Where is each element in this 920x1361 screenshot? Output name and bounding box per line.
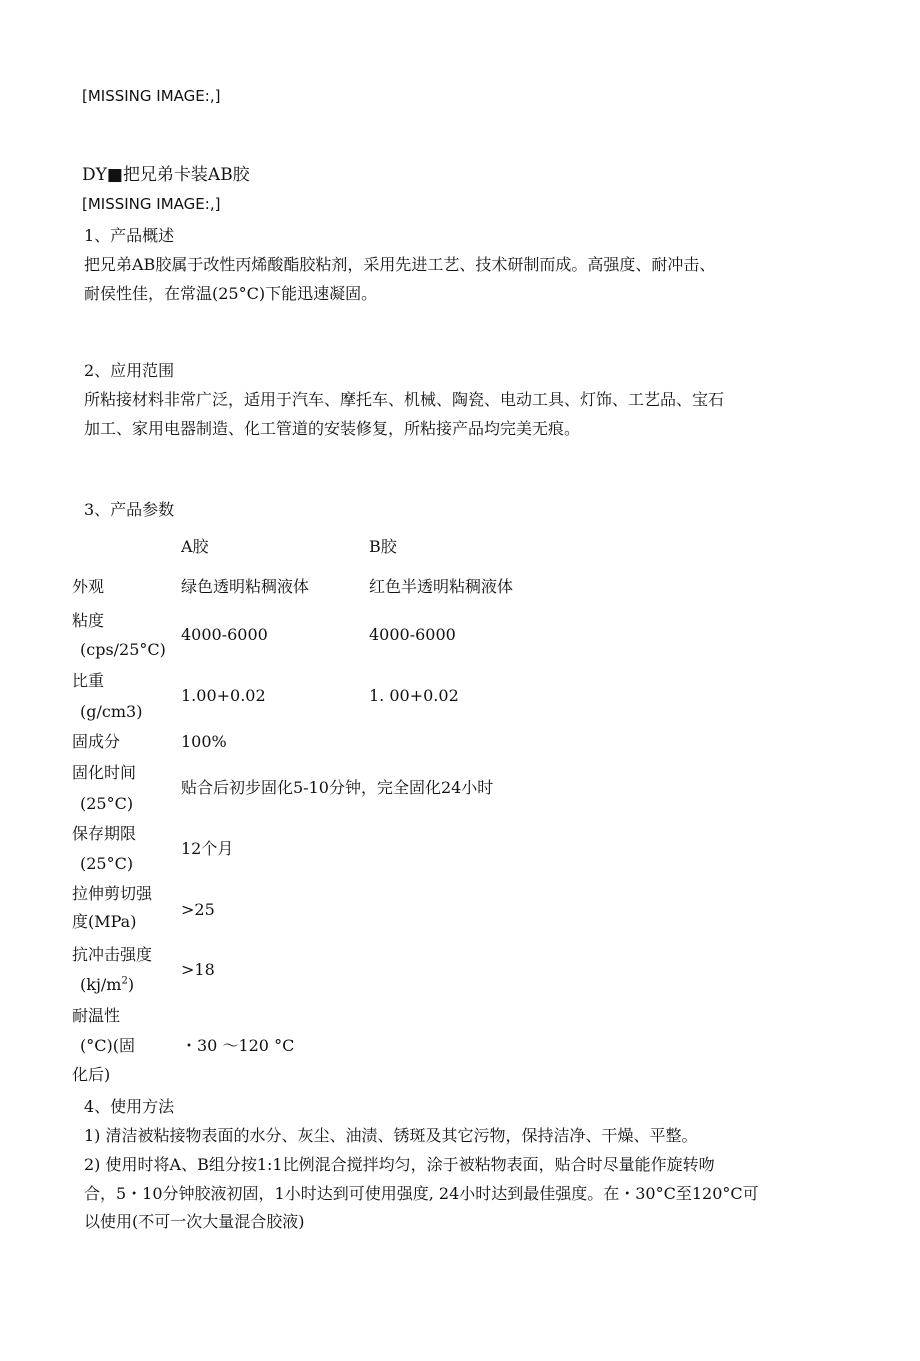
row-label-unit: 度(MPa) xyxy=(72,912,137,931)
row-label: 保存期限 xyxy=(72,824,137,843)
usage-step-continuation: 合，5・10分钟胶液初固，1小时达到可使用强度, 24小时达到最佳强度。在・30°C至120°C可 xyxy=(84,1184,759,1203)
row-label: 抗冲击强度 xyxy=(72,945,153,964)
row-label-unit: (°C)(固 xyxy=(80,1036,135,1055)
cell-a: >18 xyxy=(181,960,215,979)
cell-a: 绿色透明粘稠液体 xyxy=(181,577,310,596)
cell-a: >25 xyxy=(181,900,215,919)
row-label: 比重 xyxy=(72,671,105,690)
row-label-unit: (25°C) xyxy=(80,854,134,873)
cell-b: 1. 00+0.02 xyxy=(369,686,459,705)
missing-image-placeholder: [MISSING IMAGE:,] xyxy=(82,87,221,105)
cell-b: 红色半透明粘稠液体 xyxy=(369,577,514,596)
row-label-unit: (cps/25°C) xyxy=(80,640,166,659)
section-heading-params: 3、产品参数 xyxy=(84,500,175,519)
cell-a: 100% xyxy=(181,732,227,751)
cell-a: ・30 ～120 °C xyxy=(181,1036,295,1055)
missing-image-placeholder: [MISSING IMAGE:,] xyxy=(82,195,221,213)
document-title: DY■把兄弟卡装AB胶 xyxy=(82,165,250,185)
usage-step: 2) 使用时将A、B组分按1:1比例混合搅拌均匀，涂于被粘物表面，贴合时尽量能作旋转吻 xyxy=(84,1155,715,1174)
row-label-unit: $(kj/m^2)$ xyxy=(80,975,135,994)
row-label: 拉伸剪切强 xyxy=(72,884,153,903)
scope-text-line: 加工、家用电器制造、化工管道的安装修复，所粘接产品均完美无痕。 xyxy=(84,419,581,438)
row-label-unit: (25°C) xyxy=(80,794,134,813)
row-label-unit: 化后) xyxy=(72,1065,111,1084)
row-label: 固成分 xyxy=(72,732,121,751)
row-label: 耐温性 xyxy=(72,1006,121,1025)
scope-text-line: 所粘接材料非常广泛，适用于汽车、摩托车、机械、陶瓷、电动工具、灯饰、工艺品、宝石 xyxy=(84,390,725,409)
usage-step-continuation: 以使用(不可一次大量混合胶液) xyxy=(84,1212,305,1231)
cell-a: 1.00+0.02 xyxy=(181,686,266,705)
usage-step: 1) 清洁被粘接物表面的水分、灰尘、油渍、锈斑及其它污物，保持洁净、干燥、平整。 xyxy=(84,1126,698,1145)
section-heading-overview: 1、产品概述 xyxy=(84,226,175,245)
cell-a: 贴合后初步固化5-10分钟，完全固化24小时 xyxy=(181,778,494,797)
overview-text-line: 耐侯性佳，在常温(25°C)下能迅速凝固。 xyxy=(84,284,378,303)
cell-a: 4000-6000 xyxy=(181,625,268,644)
row-label-unit: (g/cm3) xyxy=(80,702,143,721)
section-heading-usage: 4、使用方法 xyxy=(84,1097,175,1116)
row-label: 固化时间 xyxy=(72,763,137,782)
column-header-b: B胶 xyxy=(369,537,397,556)
row-label: 粘度 xyxy=(72,611,105,630)
column-header-a: A胶 xyxy=(181,537,209,556)
cell-b: 4000-6000 xyxy=(369,625,456,644)
overview-text-line: 把兄弟AB胶属于改性丙烯酸酯胶粘剂，采用先进工艺、技术研制而成。高强度、耐冲击、 xyxy=(84,255,716,274)
row-label: 外观 xyxy=(72,577,105,596)
section-heading-scope: 2、应用范围 xyxy=(84,361,175,380)
cell-a: 12个月 xyxy=(181,839,234,858)
